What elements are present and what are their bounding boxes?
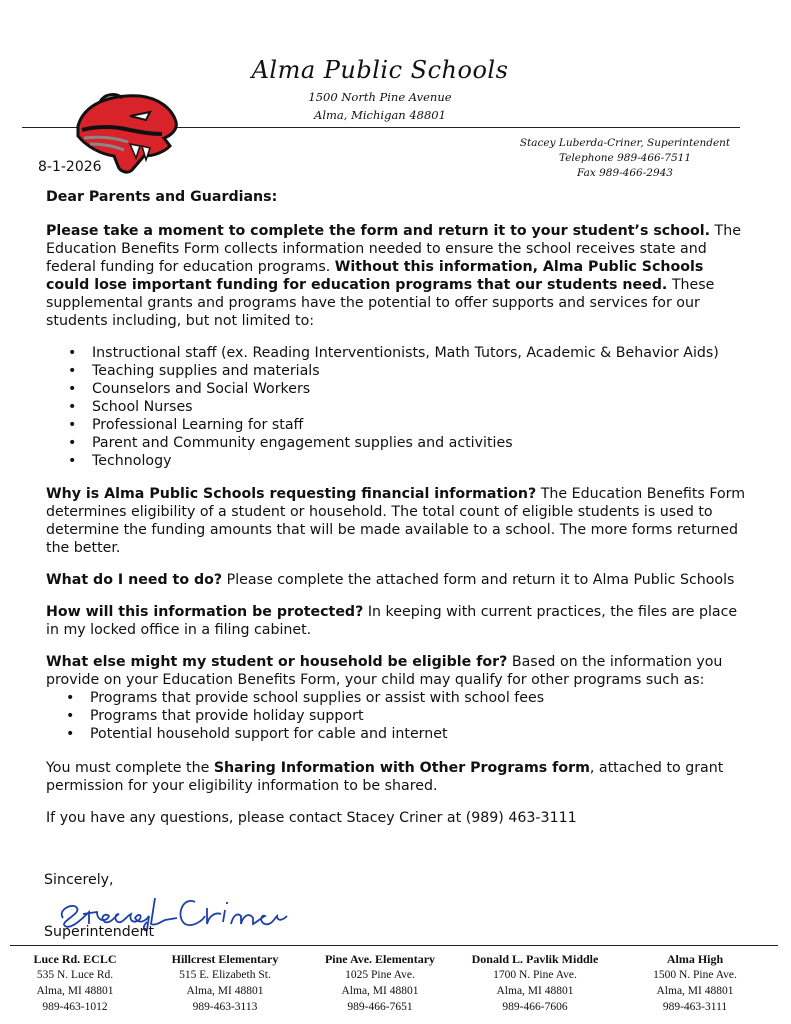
- eligibility-paragraph: [46, 653, 746, 689]
- header-divider-right: [168, 127, 740, 128]
- eligibility-heading: What else might my student or household be eligible for?: [46, 654, 508, 670]
- school-city: Alma, MI 48801: [496, 985, 574, 997]
- school-name: Pine Ave. Elementary: [324, 952, 436, 966]
- school-street: 1025 Pine Ave.: [345, 969, 415, 981]
- footer-school-pine: [300, 951, 460, 1015]
- contact-paragraph: If you have any questions, please contact Stacey Criner at (989) 463-3111: [46, 810, 577, 826]
- list-item: • Teaching supplies and materials: [92, 362, 746, 380]
- footer-school-hillcrest: [150, 951, 300, 1015]
- school-street: 1500 N. Pine Ave.: [653, 969, 737, 981]
- what-todo-heading: What do I need to do?: [46, 572, 223, 588]
- intro-paragraph: [46, 222, 746, 330]
- sharing-form-name: Sharing Information with Other Programs form: [213, 760, 590, 776]
- sharing-text-2: , attached to grant permission for your eligibility information to be shared.: [46, 760, 724, 794]
- footer-divider: [10, 945, 778, 946]
- school-name: Luce Rd. ECLC: [33, 952, 117, 966]
- school-street: 535 N. Luce Rd.: [36, 969, 114, 981]
- closing: Sincerely,: [44, 872, 114, 888]
- eligibility-text: Based on the information you provide on your Education Benefits Form, your child may qualify for other programs such as:: [46, 654, 723, 688]
- sharing-text-1: You must complete the: [46, 760, 214, 776]
- list-item: • Programs that provide school supplies or assist with school fees: [90, 689, 746, 707]
- school-phone: 989-463-1012: [42, 1001, 108, 1013]
- sharing-paragraph: [46, 759, 746, 795]
- footer-school-luce: [0, 951, 150, 1015]
- letter-body: [46, 188, 746, 841]
- intro-text-1: The Education Benefits Form collects information needed to ensure the school receives state and federal funding for education programs.: [46, 223, 741, 275]
- protection-paragraph: [46, 603, 746, 639]
- school-phone: 989-466-7651: [347, 1001, 413, 1013]
- letter-date: 8-1-2026: [38, 159, 102, 175]
- list-item: • Professional Learning for staff: [92, 416, 746, 434]
- greeting: Dear Parents and Guardians:: [46, 189, 278, 205]
- school-city: Alma, MI 48801: [186, 985, 264, 997]
- protection-text: In keeping with current practices, the files are place in my locked office in a filing cabinet.: [46, 604, 738, 638]
- support-list: [46, 344, 746, 470]
- letterhead-address-line1: 1500 North Pine Avenue: [308, 90, 452, 104]
- letterhead-address-line2: Alma, Michigan 48801: [314, 108, 446, 122]
- list-item: • Programs that provide holiday support: [90, 707, 746, 725]
- what-todo-text: Please complete the attached form and return it to Alma Public Schools: [222, 572, 735, 588]
- list-item: • Potential household support for cable and internet: [90, 725, 746, 743]
- school-name: Hillcrest Elementary: [171, 952, 279, 966]
- protection-heading: How will this information be protected?: [46, 604, 364, 620]
- footer-school-high: [610, 951, 780, 1015]
- intro-bold-2: Without this information, Alma Public Schools could lose important funding for education programs that our students need.: [46, 259, 704, 293]
- school-phone: 989-463-3113: [192, 1001, 258, 1013]
- what-todo-paragraph: [46, 571, 746, 589]
- letterhead-school-name: Alma Public Schools: [251, 56, 509, 84]
- fax-line: Fax 989-466-2943: [577, 167, 673, 179]
- letterhead-contact-block: [480, 136, 770, 181]
- other-programs-list: [46, 689, 746, 743]
- why-text: The Education Benefits Form determines eligibility of a student or household. The total count of eligible students is used to determine the funding amounts that will be made available to a school. The more forms returned the better.: [46, 486, 746, 556]
- list-item: • Counselors and Social Workers: [92, 380, 746, 398]
- school-phone: 989-463-3111: [662, 1001, 728, 1013]
- school-name: Donald L. Pavlik Middle: [471, 952, 599, 966]
- signer-title: Superintendent: [44, 924, 155, 940]
- school-phone: 989-466-7606: [502, 1001, 568, 1013]
- school-street: 1700 N. Pine Ave.: [493, 969, 577, 981]
- intro-bold-1: Please take a moment to complete the form and return it to your student’s school.: [46, 223, 711, 239]
- school-name: Alma High: [666, 952, 724, 966]
- school-city: Alma, MI 48801: [656, 985, 734, 997]
- school-city: Alma, MI 48801: [341, 985, 419, 997]
- why-paragraph: [46, 485, 746, 557]
- footer-school-pavlik: [460, 951, 610, 1015]
- list-item: • Technology: [92, 452, 746, 470]
- list-item: • Instructional staff (ex. Reading Interventionists, Math Tutors, Academic & Behavior Aids): [92, 344, 746, 362]
- intro-text-2: These supplemental grants and programs have the potential to offer supports and services for our students including, but not limited to:: [46, 277, 715, 329]
- telephone-line: Telephone 989-466-7511: [559, 152, 691, 164]
- school-city: Alma, MI 48801: [36, 985, 114, 997]
- list-item: • Parent and Community engagement supplies and activities: [92, 434, 746, 452]
- footer-schools: [0, 951, 791, 1015]
- school-street: 515 E. Elizabeth St.: [179, 969, 271, 981]
- list-item: • School Nurses: [92, 398, 746, 416]
- superintendent-line: Stacey Luberda-Criner, Superintendent: [519, 137, 731, 149]
- why-heading: Why is Alma Public Schools requesting financial information?: [46, 486, 537, 502]
